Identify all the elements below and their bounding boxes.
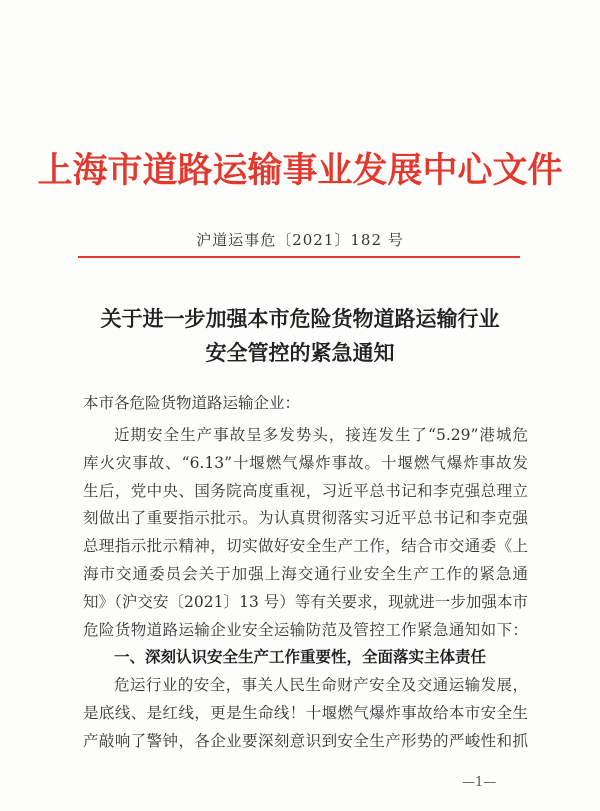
paragraph-1-line: 总理指示批示精神，切实做好安全生产工作，结合市交通委《上 xyxy=(83,537,528,556)
paragraph-1-line: 知》（沪交安〔2021〕13 号）等有关要求，现就进一步加强本市 xyxy=(83,592,528,611)
section-1-heading: 一、深刻认识安全生产工作重要性，全面落实主体责任 xyxy=(114,648,487,667)
paragraph-2-line: 危运行业的安全，事关人民生命财产安全及交通运输发展， xyxy=(114,676,528,695)
page-number: —1— xyxy=(462,775,497,790)
paragraph-2 xyxy=(83,672,528,755)
document-title-line-1: 关于进一步加强本市危险货物道路运输行业 xyxy=(100,307,500,331)
paragraph-1-line: 近期安全生产事故呈多发势头，接连发生了“5.29”港城危 xyxy=(114,426,528,444)
paragraph-1-line: 刻做出了重要指示批示。为认真贯彻落实习近平总书记和李克强 xyxy=(83,509,528,528)
paragraph-1 xyxy=(83,422,528,644)
paragraph-1-line: 库火灾事故、“6.13”十堰燃气爆炸事故。十堰燃气爆炸事故发 xyxy=(83,453,528,472)
document-number: 沪道运事危〔2021〕182 号 xyxy=(196,231,404,249)
paragraph-1-line: 危险货物道路运输企业安全运输防范及管控工作紧急通知如下： xyxy=(83,620,528,639)
paragraph-2-line: 是底线、是红线，更是生命线！十堰燃气爆炸事故给本市安全生 xyxy=(83,703,528,722)
paragraph-1-line: 海市交通委员会关于加强上海交通行业安全生产工作的紧急通 xyxy=(83,564,528,583)
paragraph-1-line: 生后，党中央、国务院高度重视，习近平总书记和李克强总理立 xyxy=(83,481,528,500)
document-title-line-2: 安全管控的紧急通知 xyxy=(205,341,395,365)
document-body xyxy=(83,422,528,756)
document-header-title: 上海市道路运输事业发展中心文件 xyxy=(37,151,563,191)
addressee: 本市各危险货物道路运输企业： xyxy=(83,394,301,412)
paragraph-2-line: 产敲响了警钟，各企业要深刻意识到安全生产形势的严峻性和抓 xyxy=(83,731,528,750)
document-title xyxy=(0,302,600,370)
red-divider-line xyxy=(78,256,520,258)
